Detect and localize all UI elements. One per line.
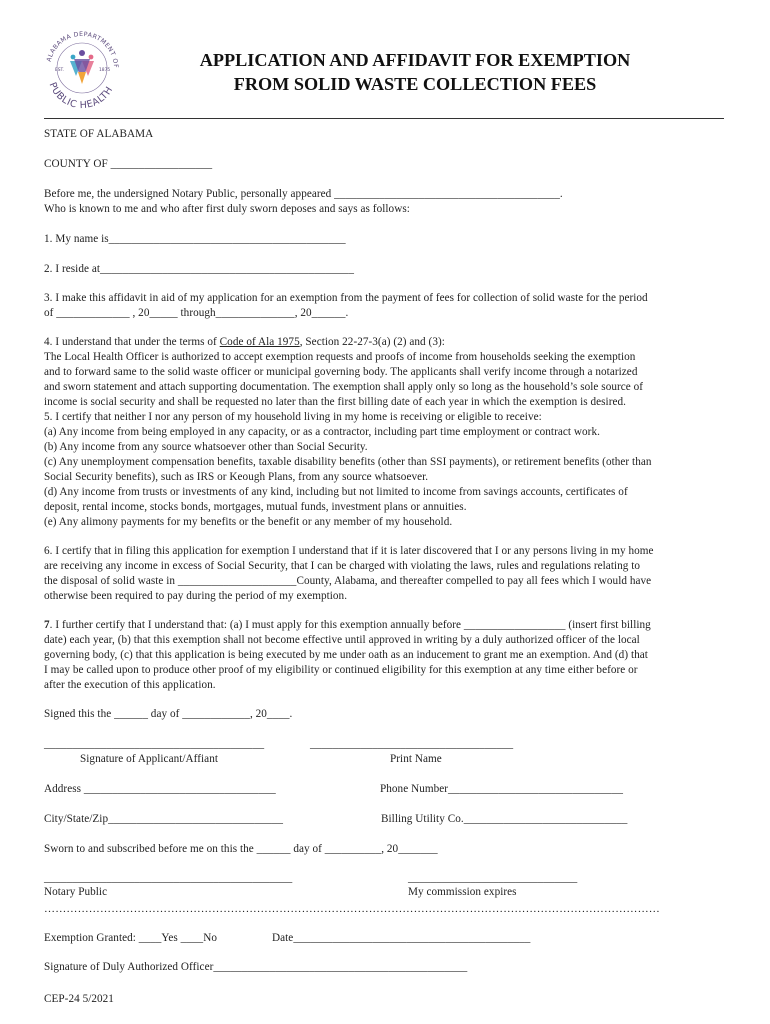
item4-line: The Local Health Officer is authorized to accept exemption requests and proofs of income from households seeking the exemption [44,351,636,363]
city-state-zip-field[interactable]: City/State/Zip_______________________________ [44,813,284,825]
item4-heading [44,335,445,350]
item7-line: after the execution of this application. [44,679,216,691]
period-field[interactable]: of _____________ , 20_____ through______________, 20______. [44,307,349,319]
signed-date-field[interactable]: Signed this the ______ day of ____________, 20____. [44,708,293,720]
item6-line: otherwise been required to pay during the period of my exemption. [44,590,348,602]
public-health-logo [38,24,126,112]
appeared-line[interactable]: Before me, the undersigned Notary Public, personally appeared ________________________________________. [44,188,563,200]
item5-line: deposit, rental income, stocks bonds, mortgages, mutual funds, investment plans or annuities. [44,501,467,513]
title-rule [44,118,724,119]
logo-year: 1875 [99,68,111,73]
item4-line: and to forward same to the solid waste officer or municipal governing body. The applicants shall verify income through a notarized [44,366,638,378]
phone-field[interactable]: Phone Number_______________________________ [380,783,623,795]
item4-line: income is social security and shall be requested no later than the first billing date of each year in which the exemption is desired. [44,396,627,408]
notary-label: Notary Public [44,886,108,898]
state-line: STATE OF ALABAMA [44,128,154,140]
logo-ring-bottom: PUBLIC HEALTH [46,80,116,112]
item7-number: 7 [44,619,50,631]
sworn-intro: Who is known to me and who after first duly sworn deposes and says as follows: [44,203,410,215]
item7-line[interactable] [44,618,651,633]
applicant-signature-label: Signature of Applicant/Affiant [80,753,218,765]
item3-line1: 3. I make this affidavit in aid of my application for an exemption from the payment of fees for collection of solid waste for the period [44,292,648,304]
officer-signature-field[interactable]: Signature of Duly Authorized Officer_____________________________________________ [44,961,468,973]
logo-est: EST. [55,68,65,73]
svg-text:PUBLIC HEALTH [47,81,116,111]
item7-line: governing body, (c) that this application is being executed by me under oath as an inducement to grant me an exemption. And (d) that [44,649,648,661]
applicant-signature-line[interactable]: _______________________________________ [44,738,265,750]
county-disposal-field[interactable]: the disposal of solid waste in _____________________County, Alabama, and thereafter compelled to pay all fees which I would have [44,575,652,587]
billing-utility-field[interactable]: Billing Utility Co._____________________________ [381,813,628,825]
item5-line: (e) Any alimony payments for my benefits or the benefit or any member of my household. [44,516,453,528]
code-citation: Code of Ala 1975 [219,336,300,348]
item7-line: I may be called upon to produce other proof of my eligibility or continued eligibility for this exemption at any time either before or [44,664,638,676]
item4-line: and sworn statement and attach supporting documentation. The exemption shall apply only so long as the household’s sole source of [44,381,644,393]
item5-line: (a) Any income from being employed in any capacity, or as a contractor, including part time employment or contract work. [44,426,600,438]
item6-line: are receiving any income in excess of Social Security, that I can be charged with violating the laws, rules and regulations relating to [44,560,641,572]
item5-line: (c) Any unemployment compensation benefits, taxable disability benefits (other than SSI payments), or retirement benefits (other than [44,456,652,468]
address-field[interactable]: Address __________________________________ [44,783,276,795]
name-field[interactable]: 1. My name is__________________________________________ [44,233,346,245]
exemption-granted-field[interactable]: Exemption Granted: ____Yes ____No [44,932,217,944]
commission-expires-line[interactable]: ______________________________ [408,872,578,884]
item4-prefix: 4. I understand that under the terms of [44,336,220,348]
form-code: CEP-24 5/2021 [44,993,114,1005]
form-title [160,48,670,96]
reside-field[interactable]: 2. I reside at_____________________________________________ [44,263,354,275]
date-field[interactable]: Date__________________________________________ [272,932,531,944]
sworn-date-field[interactable]: Sworn to and subscribed before me on this the ______ day of __________, 20_______ [44,843,438,855]
item5-line: (d) Any income from trusts or investments of any kind, including but not limited to income from savings accounts, certificates of [44,486,628,498]
title-line-2: FROM SOLID WASTE COLLECTION FEES [233,74,597,94]
county-field[interactable]: COUNTY OF __________________ [44,158,213,170]
item7-line: date) each year, (b) that this exemption shall not become effective until approved in writing by a duly authorized officer of the local [44,634,640,646]
commission-label: My commission expires [408,886,517,898]
item5-line: (b) Any income from any source whatsoever other than Social Security. [44,441,368,453]
title-line-1: APPLICATION AND AFFIDAVIT FOR EXEMPTION [199,50,631,70]
notary-signature-line[interactable]: ____________________________________________ [44,872,293,884]
print-name-label: Print Name [390,753,442,765]
logo-ring-top: ALABAMA DEPARTMENT OF [45,30,120,69]
item5-line: 5. I certify that neither I nor any person of my household living in my home is receiving or eligible to receive: [44,411,542,423]
cut-line: ………………………………………………………………………………………………………………………………………………… [44,903,660,915]
item6-line: 6. I certify that in filing this application for exemption I understand that if it is later discovered that I or any persons living in my home [44,545,654,557]
item4-suffix: , Section 22-27-3(a) (2) and (3): [299,336,445,348]
item5-line: Social Security benefits), such as IRS or Keough Plans, from any source whatsoever. [44,471,429,483]
billing-date-field: . I further certify that I understand that: (a) I must apply for this exemption annually before __________________ (insert first billing [49,619,651,631]
print-name-line[interactable]: ____________________________________ [310,738,514,750]
